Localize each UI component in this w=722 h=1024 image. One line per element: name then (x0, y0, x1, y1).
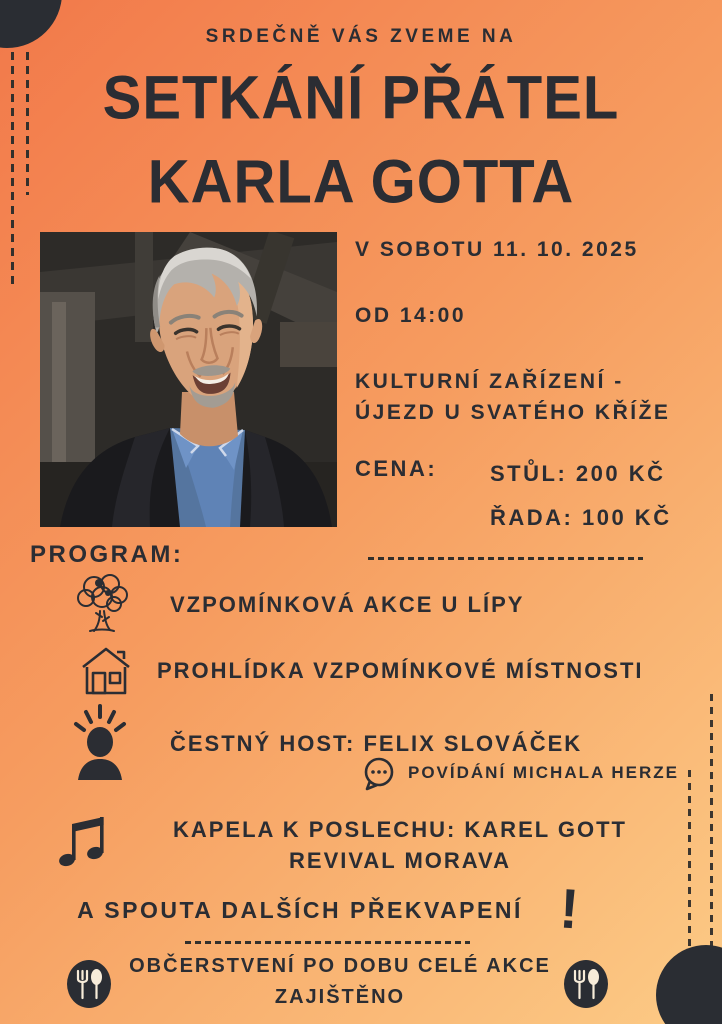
exclamation-mark: ! (557, 876, 581, 941)
band-line1: KAPELA K POSLECHU: KAREL GOTT (172, 817, 627, 842)
price-row: ŘADA: 100 KČ (490, 505, 672, 530)
event-time: OD 14:00 (355, 304, 467, 327)
event-venue-line1: KULTURNÍ ZAŘÍZENÍ - (355, 370, 624, 393)
dashed-line-decoration (710, 694, 713, 949)
person-with-rays-icon (62, 702, 138, 785)
speech-bubble-icon (360, 755, 398, 798)
refreshments-line1: OBČERSTVENÍ PO DOBU CELÉ AKCE (129, 955, 551, 977)
poster-title (0, 56, 722, 223)
dashed-line-decoration (688, 770, 691, 948)
refreshments-line2: ZAJIŠTĚNO (274, 986, 406, 1008)
event-venue-line2: ÚJEZD U SVATÉHO KŘÍŽE (355, 401, 671, 424)
poster-title-line1: SETKÁNÍ PŘÁTEL (102, 63, 620, 133)
program-item-label: ČESTNÝ HOST: FELIX SLOVÁČEK (170, 731, 583, 756)
price-label: CENA: (355, 456, 438, 481)
fork-and-spoon-icon (562, 959, 610, 1014)
dashed-divider (368, 557, 643, 560)
dashed-divider (185, 941, 470, 944)
price-table: STŮL: 200 KČ (490, 461, 666, 486)
program-item-label: PROHLÍDKA VZPOMÍNKOVÉ MÍSTNOSTI (157, 658, 644, 683)
program-item-label (140, 814, 660, 876)
band-line2: REVIVAL MORAVA (289, 848, 511, 873)
tree-icon (72, 571, 134, 640)
surprises-line: A SPOUTA DALŠÍCH PŘEKVAPENÍ (77, 897, 523, 923)
program-subitem-label: POVÍDÁNÍ MICHALA HERZE (408, 763, 679, 782)
program-item-label: VZPOMÍNKOVÁ AKCE U LÍPY (170, 592, 525, 617)
fork-and-spoon-icon (65, 959, 113, 1014)
event-date: V SOBOTU 11. 10. 2025 (355, 238, 639, 261)
music-note-icon (57, 811, 109, 874)
house-icon (79, 645, 133, 700)
invite-line: SRDEČNĚ VÁS ZVEME NA (205, 26, 517, 47)
refreshments-note (120, 951, 560, 1013)
event-venue (355, 366, 670, 428)
bottom-right-circle-decoration (656, 945, 722, 1024)
poster-title-line2: KARLA GOTTA (147, 147, 575, 217)
program-heading: PROGRAM: (30, 541, 184, 568)
karel-gott-photo (40, 232, 337, 527)
